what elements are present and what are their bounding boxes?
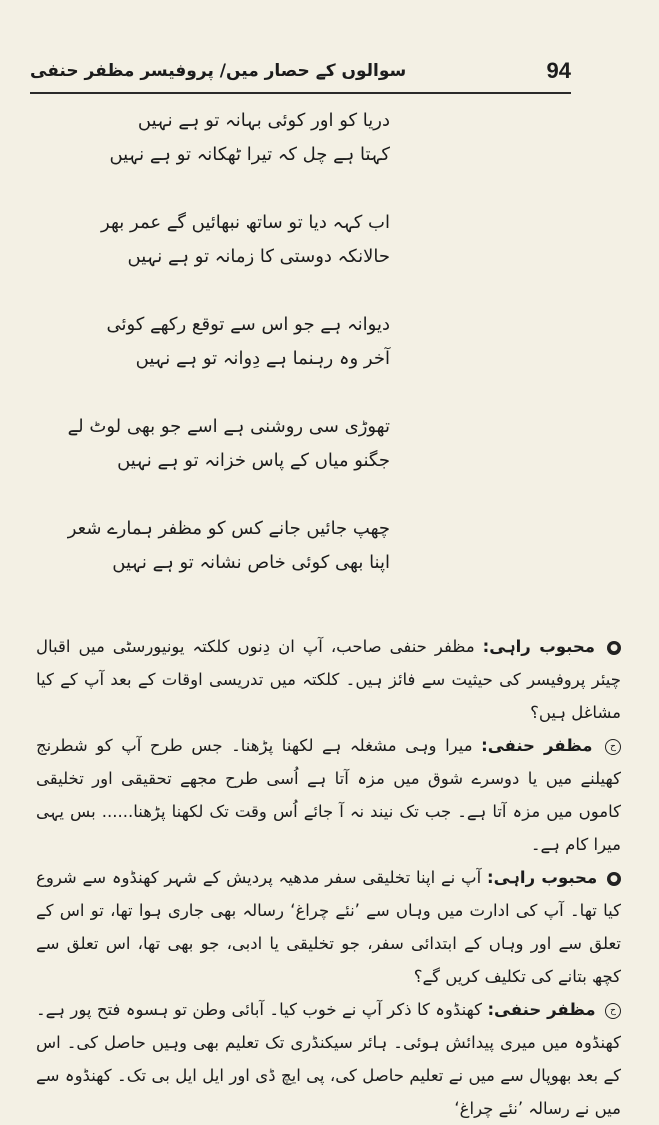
verse-line: دیوانہ ہے جو اس سے توقع رکھے کوئی	[106, 314, 390, 335]
verse-line: چھپ جائیں جانے کس کو مظفر ہمارے شعر	[67, 518, 390, 539]
verse-line: اب کہہ دیا تو ساتھ نبھائیں گے عمر بھر	[101, 212, 390, 233]
interview-text	[36, 630, 621, 1125]
stanza	[109, 104, 390, 172]
paragraph-text: کھنڈوہ کا ذکر آپ نے خوب کیا۔ آبائی وطن تو ہسوہ فتح پور ہے۔ کھنڈوہ میں میری پیدائش ہوئی۔ ہائر سیکنڈری تک تعلیم بھی وہیں حاصل کی۔ اس کے بعد بھوپال سے میں نے تعلیم حاصل کی، پی ایچ ڈی اور ایل ایل بی تک۔ کھنڈوہ سے میں نے رسالہ ’نئے چراغ‘	[36, 1000, 621, 1118]
verse-line: حالانکہ دوستی کا زمانہ تو ہے نہیں	[127, 246, 390, 267]
paragraph-text: میرا وہی مشغلہ ہے لکھنا پڑھنا۔ جس طرح آپ کو شطرنج کھیلنے میں یا دوسرے شوق میں مزہ آتا ہے اُسی طرح مجھے تحقیقی اور تخلیقی کاموں میں مزہ آتا ہے۔ جب تک نیند نہ آ جائے اُس وقت تک لکھنا پڑھنا...... بس یہی میرا کام ہے۔	[36, 736, 621, 854]
verse-line: تھوڑی سی روشنی ہے اسے جو بھی لوٹ لے	[67, 416, 390, 437]
bullet-icon: ●	[607, 641, 621, 655]
answer-marker-icon: ح	[605, 1003, 621, 1019]
speaker-name: مظفر حنفی:	[487, 1000, 596, 1019]
stanza	[106, 308, 390, 376]
answer-paragraph	[36, 993, 621, 1125]
stanza	[67, 410, 390, 478]
question-paragraph	[36, 861, 621, 993]
speaker-name: مظفر حنفی:	[481, 736, 593, 755]
verse-line: اپنا بھی کوئی خاص نشانہ تو ہے نہیں	[112, 552, 390, 573]
page-number: 94	[546, 58, 571, 83]
bullet-icon: ●	[607, 872, 621, 886]
speaker-name: محبوب راہی:	[482, 637, 596, 656]
ghazal	[67, 104, 390, 614]
page-header	[30, 52, 571, 94]
paragraph-text: آپ نے اپنا تخلیقی سفر مدھیہ پردیش کے شہر کھنڈوہ سے شروع کیا تھا۔ آپ کی ادارت میں وہاں سے ’نئے چراغ‘ رسالہ بھی جاری ہوا تھا، تو اس کے تعلق سے اور وہاں کے ابتدائی سفر، جو تخلیقی یا ادبی، جو بھی تھا، اس تعلق سے کچھ بتانے کی تکلیف کریں گے؟	[36, 868, 621, 986]
answer-marker-icon: ح	[605, 739, 621, 755]
paragraph-text: مظفر حنفی صاحب، آپ ان دِنوں کلکتہ یونیورسٹی میں اقبال چیئر پروفیسر کی حیثیت سے فائز ہیں۔ کلکتہ میں تدریسی اوقات کے بعد آپ کے کیا مشاغل ہیں؟	[36, 637, 621, 722]
verse-line: آخر وہ رہنما ہے دِوانہ تو ہے نہیں	[135, 348, 390, 369]
verse-line: جگنو میاں کے پاس خزانہ تو ہے نہیں	[117, 450, 390, 471]
verse-line: کہتا ہے چل کہ تیرا ٹھکانہ تو ہے نہیں	[109, 144, 390, 165]
stanza	[67, 512, 390, 580]
verse-line: دریا کو اور کوئی بہانہ تو ہے نہیں	[137, 110, 390, 131]
stanza	[101, 206, 390, 274]
question-paragraph	[36, 630, 621, 729]
answer-paragraph	[36, 729, 621, 861]
running-title: سوالوں کے حصار میں/ پروفیسر مظفر حنفی	[30, 61, 407, 81]
speaker-name: محبوب راہی:	[486, 868, 598, 887]
